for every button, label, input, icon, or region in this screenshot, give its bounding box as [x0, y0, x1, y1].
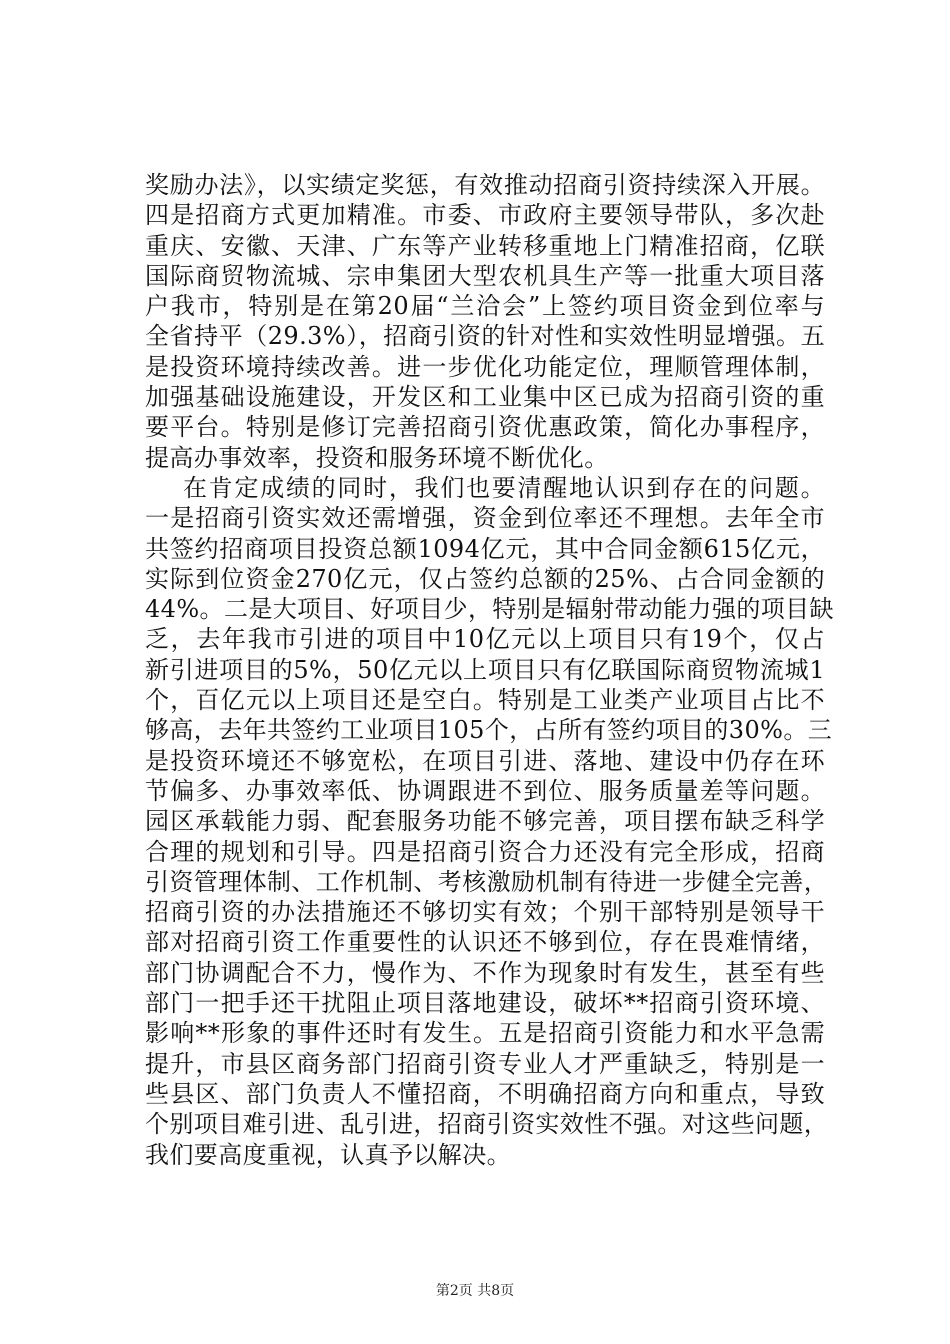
- text-line: 部对招商引资工作重要性的认识还不够到位，存在畏难情绪，: [145, 928, 825, 957]
- text-line: 合理的规划和引导。四是招商引资合力还没有完全形成，招商: [145, 837, 825, 866]
- text-line: 新引进项目的5%，50亿元以上项目只有亿联国际商贸物流城1: [145, 655, 825, 684]
- text-line: 是投资环境还不够宽松，在项目引进、落地、建设中仍存在环: [145, 746, 825, 775]
- text-line: 影响**形象的事件还时有发生。五是招商引资能力和水平急需: [145, 1019, 825, 1048]
- text-line: 一是招商引资实效还需增强，资金到位率还不理想。去年全市: [145, 504, 825, 533]
- text-line: 实际到位资金270亿元，仅占签约总额的25%、占合同金额的: [145, 564, 825, 593]
- text-line: 乏，去年我市引进的项目中10亿元以上项目只有19个，仅占: [145, 625, 825, 654]
- text-line: 是投资环境持续改善。进一步优化功能定位，理顺管理体制，: [145, 352, 825, 381]
- text-line: 重庆、安徽、天津、广东等产业转移重地上门精准招商，亿联: [145, 231, 825, 260]
- text-line: 些县区、部门负责人不懂招商，不明确招商方向和重点，导致: [145, 1079, 825, 1108]
- text-line: 国际商贸物流城、宗申集团大型农机具生产等一批重大项目落: [145, 261, 825, 290]
- text-line: 引资管理体制、工作机制、考核激励机制有待进一步健全完善，: [145, 867, 829, 896]
- text-line: 个，百亿元以上项目还是空白。特别是工业类产业项目占比不: [145, 686, 825, 715]
- text-line: 奖励办法》，以实绩定奖惩，有效推动招商引资持续深入开展。: [145, 171, 825, 199]
- text-line: 在肯定成绩的同时，我们也要清醒地认识到存在的问题。: [183, 473, 825, 502]
- body-text: [145, 170, 834, 1170]
- text-line: 部门一把手还干扰阻止项目落地建设，破坏**招商引资环境、: [145, 989, 825, 1018]
- text-line: 要平台。特别是修订完善招商引资优惠政策，简化办事程序，: [145, 413, 825, 442]
- text-line: 加强基础设施建设，开发区和工业集中区已成为招商引资的重: [145, 383, 825, 412]
- page-number-footer: 第2页 共8页: [435, 1283, 515, 1299]
- text-line: 我们要高度重视，认真予以解决。: [145, 1140, 511, 1169]
- text-line: 节偏多、办事效率低、协调跟进不到位、服务质量差等问题。: [145, 776, 825, 805]
- text-line: 全省持平（29.3%），招商引资的针对性和实效性明显增强。五: [145, 322, 825, 351]
- text-line: 够高，去年共签约工业项目105个，占所有签约项目的30%。三: [145, 716, 833, 745]
- paragraph-2: [145, 473, 834, 1170]
- text-line: 个别项目难引进、乱引进，招商引资实效性不强。对这些问题，: [145, 1110, 829, 1139]
- text-line: 提升，市县区商务部门招商引资专业人才严重缺乏，特别是一: [145, 1049, 825, 1078]
- paragraph-1: [145, 170, 825, 473]
- text-line: 户我市，特别是在第20届“兰洽会”上签约项目资金到位率与: [145, 292, 825, 321]
- text-line: 44%。二是大项目、好项目少，特别是辐射带动能力强的项目缺: [145, 595, 834, 624]
- text-line: 四是招商方式更加精准。市委、市政府主要领导带队，多次赴: [145, 201, 825, 230]
- text-line: 招商引资的办法措施还不够切实有效；个别干部特别是领导干: [145, 898, 825, 927]
- text-line: 提高办事效率，投资和服务环境不断优化。: [145, 443, 609, 472]
- text-line: 部门协调配合不力，慢作为、不作为现象时有发生，甚至有些: [145, 958, 825, 987]
- text-line: 园区承载能力弱、配套服务功能不够完善，项目摆布缺乏科学: [145, 807, 825, 836]
- text-line: 共签约招商项目投资总额1094亿元，其中合同金额615亿元，: [145, 534, 825, 563]
